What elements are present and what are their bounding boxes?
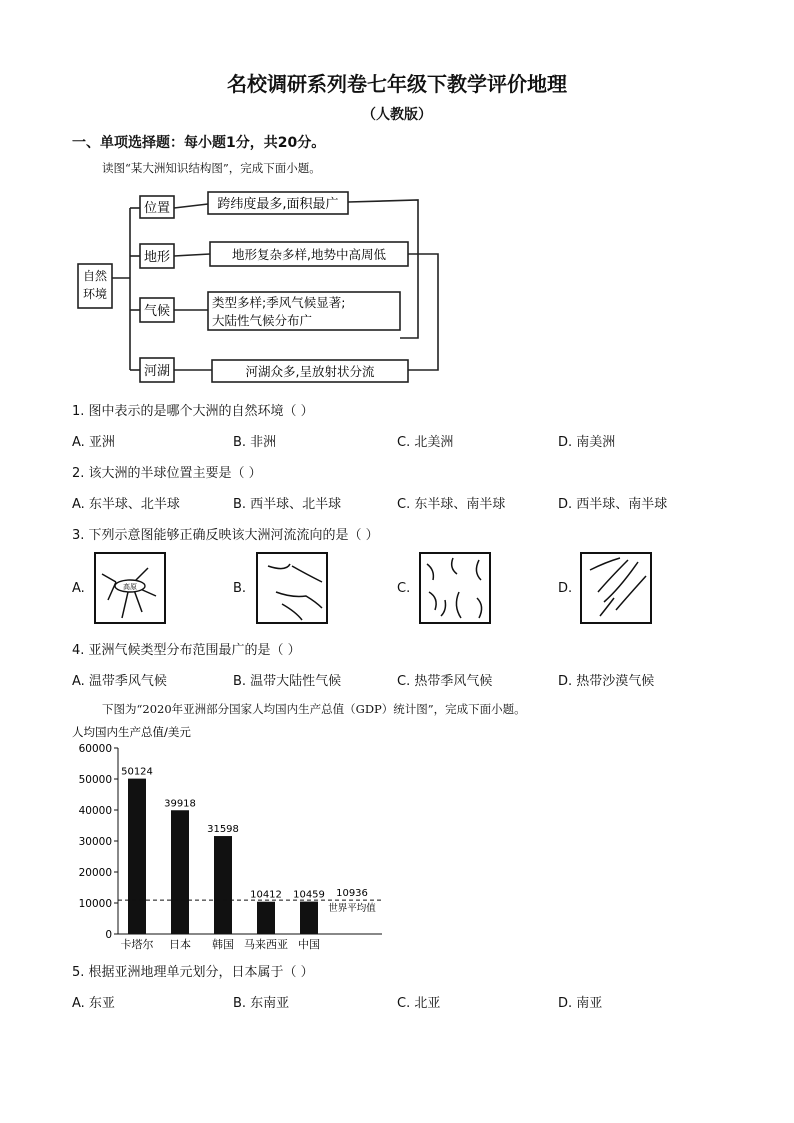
- q1-option-b[interactable]: B. 非洲: [233, 435, 277, 450]
- y-tick-label: 10000: [78, 898, 112, 910]
- question-3-stem: 3. 下列示意图能够正确反映该大洲河流流向的是（ ）: [72, 528, 379, 543]
- bar-0: [128, 779, 146, 934]
- diagram-connectors: [112, 200, 438, 370]
- intro-text-2: 下图为“2020年亚洲部分国家人均国内生产总值（GDP）统计图”，完成下面小题。: [102, 702, 526, 716]
- gdp-bar-chart: [70, 722, 390, 954]
- q2-option-c[interactable]: C. 东半球、南半球: [397, 497, 506, 512]
- bar-4: [300, 902, 318, 934]
- q4-option-b[interactable]: B. 温带大陆性气候: [233, 674, 342, 689]
- world-average-value: 10936: [336, 888, 368, 900]
- category-label: 日本: [169, 938, 191, 951]
- category-label: 韩国: [212, 938, 234, 951]
- structure-diagram: [72, 188, 452, 388]
- bar-1: [171, 810, 189, 934]
- bar-value-label: 10459: [293, 889, 325, 901]
- bar-value-label: 10412: [250, 889, 282, 901]
- q2-option-d[interactable]: D. 西半球、南半球: [558, 497, 668, 512]
- question-5-stem: 5. 根据亚洲地理单元划分，日本属于（ ）: [72, 965, 314, 980]
- map-option-b[interactable]: [256, 552, 328, 624]
- q1-option-c[interactable]: C. 北美洲: [397, 435, 454, 450]
- q2-option-b[interactable]: B. 西半球、北半球: [233, 497, 342, 512]
- page-title: 名校调研系列卷七年级下教学评价地理: [227, 72, 567, 96]
- y-tick-label: 0: [105, 929, 112, 941]
- y-tick-label: 50000: [78, 774, 112, 786]
- diagram-item-label: 河湖: [143, 364, 171, 379]
- chart-ylabel: 人均国内生产总值/美元: [72, 725, 191, 739]
- category-label: 马来西亚: [244, 938, 288, 951]
- q5-option-c[interactable]: C. 北亚: [397, 996, 441, 1011]
- bar-value-label: 31598: [207, 824, 239, 836]
- bar-2: [214, 836, 232, 934]
- bar-value-label: 39918: [164, 798, 196, 810]
- diagram-desc: 河湖众多,呈放射状分流: [245, 364, 375, 379]
- q3-option-b[interactable]: B.: [233, 581, 247, 596]
- q4-option-c[interactable]: C. 热带季风气候: [397, 674, 493, 689]
- diagram-desc-line2: 大陆性气候分布广: [212, 313, 313, 328]
- q5-option-b[interactable]: B. 东南亚: [233, 996, 290, 1011]
- world-average-label: 世界平均值: [328, 903, 376, 915]
- q3-option-c[interactable]: C.: [397, 581, 411, 596]
- question-1-stem: 1. 图中表示的是哪个大洲的自然环境（ ）: [72, 404, 314, 419]
- map-option-d[interactable]: [580, 552, 652, 624]
- diagram-item-label: 气候: [143, 304, 171, 319]
- section-heading: 一、单项选择题：每小题1分，共20分。: [72, 135, 326, 151]
- y-tick-label: 40000: [78, 805, 112, 817]
- q4-option-d[interactable]: D. 热带沙漠气候: [558, 674, 655, 689]
- q4-option-a[interactable]: A. 温带季风气候: [72, 674, 167, 689]
- q3-option-a[interactable]: A.: [72, 581, 85, 596]
- svg-text:环境: 环境: [82, 287, 108, 301]
- y-tick-label: 20000: [78, 867, 112, 879]
- page-subtitle: （人教版）: [362, 107, 432, 123]
- q5-option-d[interactable]: D. 南亚: [558, 996, 603, 1011]
- bar-value-label: 50124: [121, 766, 153, 778]
- diagram-desc: 地形复杂多样,地势中高周低: [232, 247, 386, 262]
- intro-text-1: 读图“某大洲知识结构图”，完成下面小题。: [102, 161, 321, 175]
- q1-option-d[interactable]: D. 南美洲: [558, 435, 616, 450]
- map-option-c[interactable]: [419, 552, 491, 624]
- map-option-a[interactable]: [94, 552, 166, 624]
- map-label: 高原: [123, 583, 137, 591]
- bar-3: [257, 902, 275, 934]
- svg-text:自然: 自然: [82, 269, 108, 283]
- question-4-stem: 4. 亚洲气候类型分布范围最广的是（ ）: [72, 643, 301, 658]
- q5-option-a[interactable]: A. 东亚: [72, 996, 115, 1011]
- q2-option-a[interactable]: A. 东半球、北半球: [72, 497, 180, 512]
- y-tick-label: 30000: [78, 836, 112, 848]
- category-label: 中国: [298, 938, 320, 951]
- q3-option-d[interactable]: D.: [558, 581, 573, 596]
- diagram-desc-line1: 类型多样;季风气候显著;: [212, 295, 346, 310]
- q1-option-a[interactable]: A. 亚洲: [72, 435, 115, 450]
- diagram-desc: 跨纬度最多,面积最广: [217, 197, 339, 212]
- question-2-stem: 2. 该大洲的半球位置主要是（ ）: [72, 466, 262, 481]
- diagram-item-label: 位置: [143, 201, 171, 216]
- category-label: 卡塔尔: [120, 938, 154, 951]
- diagram-item-label: 地形: [143, 250, 171, 265]
- y-tick-label: 60000: [78, 743, 112, 755]
